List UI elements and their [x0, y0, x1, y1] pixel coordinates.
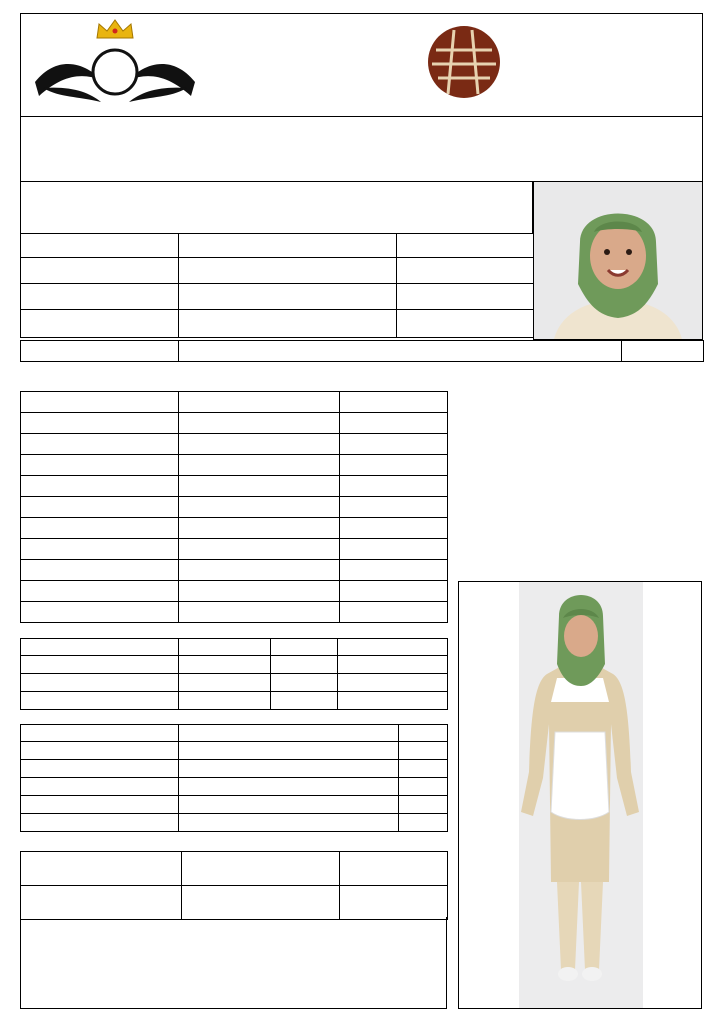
detail-label [21, 602, 179, 623]
previous-table [20, 724, 448, 832]
table-row [21, 341, 704, 362]
detail-label [21, 476, 179, 497]
detail-label [21, 497, 179, 518]
detail-malay-label [340, 413, 448, 434]
detail-malay-label [340, 434, 448, 455]
table-row [21, 455, 448, 476]
contract-value [179, 310, 397, 338]
detail-malay-label [340, 476, 448, 497]
previous-label [21, 760, 179, 778]
table-row [21, 476, 448, 497]
title-box [20, 181, 533, 234]
table-row [21, 692, 448, 710]
crown-icon [97, 20, 133, 38]
salary-label [21, 284, 179, 310]
table-row [21, 310, 534, 338]
previous-value [179, 796, 399, 814]
table-row [21, 674, 448, 692]
detail-malay-label [340, 581, 448, 602]
detail-value [179, 560, 340, 581]
language-label [21, 692, 179, 710]
detail-label [21, 581, 179, 602]
language-malay-label [338, 692, 448, 710]
salary-malay-label [397, 284, 534, 310]
post-value [179, 258, 397, 284]
language-label [21, 674, 179, 692]
ref-label [21, 234, 179, 258]
table-row [21, 796, 448, 814]
table-row [21, 760, 448, 778]
letterhead [20, 13, 703, 117]
language-malay-label [338, 674, 448, 692]
table-row [21, 560, 448, 581]
previous-malay-label [399, 796, 448, 814]
detail-label [21, 560, 179, 581]
table-row [21, 725, 448, 742]
detail-label [21, 392, 179, 413]
table-row [21, 886, 448, 920]
previous-label [21, 796, 179, 814]
full-body-photo [458, 581, 702, 1009]
language-spacer [271, 656, 338, 674]
name-row-table [20, 340, 704, 362]
previous-malay-label [399, 742, 448, 760]
table-row [21, 656, 448, 674]
previous-malay-label [399, 760, 448, 778]
detail-value [179, 539, 340, 560]
contact-block [20, 117, 703, 182]
detail-malay-label [340, 518, 448, 539]
detail-malay-label [340, 560, 448, 581]
language-spacer [271, 639, 338, 656]
detail-malay-label [340, 497, 448, 518]
detail-malay-label [340, 602, 448, 623]
table-row [21, 284, 534, 310]
language-spacer [271, 674, 338, 692]
language-value [179, 692, 271, 710]
detail-malay-label [340, 455, 448, 476]
name-label [21, 341, 179, 362]
detail-malay-label [340, 539, 448, 560]
partner-logo [414, 22, 506, 106]
detail-value [179, 413, 340, 434]
work-table [20, 851, 448, 920]
previous-malay-label [399, 725, 448, 742]
post-label [21, 258, 179, 284]
table-row [21, 602, 448, 623]
language-value [179, 656, 271, 674]
table-row [21, 778, 448, 796]
table-row [21, 497, 448, 518]
previous-malay-label [399, 814, 448, 832]
salary-value [179, 284, 397, 310]
previous-malay-label [399, 778, 448, 796]
detail-value [179, 476, 340, 497]
language-value [179, 639, 271, 656]
table-row [21, 518, 448, 539]
detail-value [179, 602, 340, 623]
detail-label [21, 413, 179, 434]
language-malay-label [338, 639, 448, 656]
table-row [21, 413, 448, 434]
contract-malay-label [397, 310, 534, 338]
name-malay-label [622, 341, 704, 362]
detail-label [21, 434, 179, 455]
detail-label [21, 518, 179, 539]
full-body-illustration [459, 582, 701, 1008]
previous-value [179, 760, 399, 778]
detail-value [179, 518, 340, 539]
table-row [21, 258, 534, 284]
contract-label [21, 310, 179, 338]
portrait-photo [533, 181, 703, 340]
table-row [21, 852, 448, 886]
previous-label [21, 778, 179, 796]
previous-value [179, 725, 399, 742]
work-washing [182, 852, 340, 886]
post-malay-label [397, 258, 534, 284]
remarks-box [20, 917, 447, 1009]
previous-value [179, 778, 399, 796]
work-cooking [340, 852, 448, 886]
previous-label [21, 814, 179, 832]
previous-value [179, 742, 399, 760]
table-row [21, 539, 448, 560]
details-table [20, 391, 448, 623]
work-cleaning [182, 886, 340, 920]
top-info-table [20, 233, 534, 338]
work-babysitting [21, 886, 182, 920]
ref-value [179, 234, 397, 258]
detail-value [179, 434, 340, 455]
language-label [21, 639, 179, 656]
table-row [21, 581, 448, 602]
table-row [21, 639, 448, 656]
languages-table [20, 638, 448, 710]
table-row [21, 814, 448, 832]
table-row [21, 234, 534, 258]
detail-label [21, 455, 179, 476]
language-label [21, 656, 179, 674]
language-malay-label [338, 656, 448, 674]
previous-label [21, 725, 179, 742]
previous-value [179, 814, 399, 832]
agency-logo [31, 16, 199, 114]
previous-label [21, 742, 179, 760]
to-cell [397, 234, 534, 258]
name-value [179, 341, 622, 362]
detail-value [179, 392, 340, 413]
language-value [179, 674, 271, 692]
detail-value [179, 497, 340, 518]
table-row [21, 392, 448, 413]
detail-value [179, 581, 340, 602]
detail-value [179, 455, 340, 476]
work-sewing [340, 886, 448, 920]
table-row [21, 742, 448, 760]
portrait-illustration [534, 182, 702, 339]
table-row [21, 434, 448, 455]
detail-malay-label [340, 392, 448, 413]
work-driving [21, 852, 182, 886]
detail-label [21, 539, 179, 560]
language-spacer [271, 692, 338, 710]
